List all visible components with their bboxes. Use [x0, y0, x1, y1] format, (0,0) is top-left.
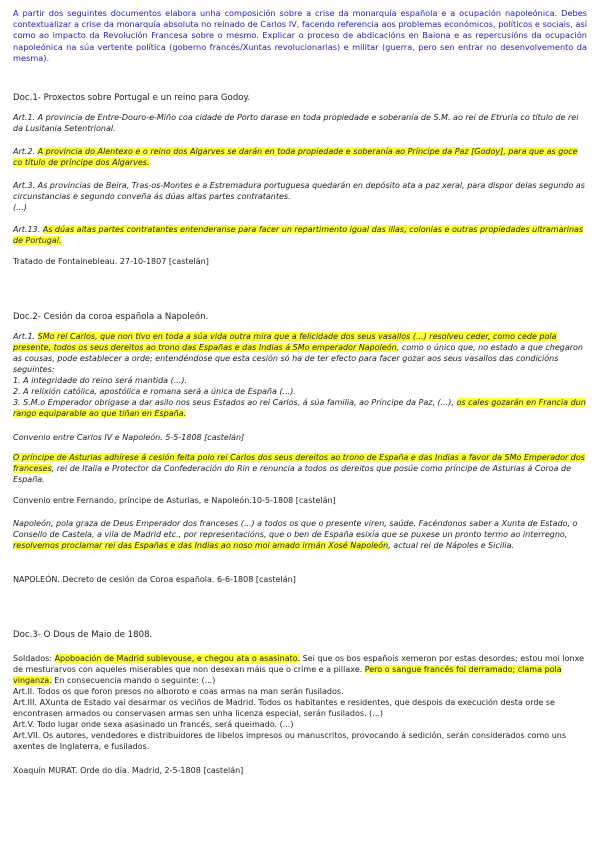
doc3-highlight-1: Apoboación de Madrid sublevouse, e chegou ata o asasinato. [54, 654, 301, 663]
doc2-art1-highlight: SMo rei Carlos, que non tivo en toda a súa vida outra mira que a felicidade dos seus vasallos (...) resolveu ceder, como cede pola presente, todos os seus dereitos ao trono das Españas e das Indias á SMo emperador Napoleón [13, 332, 557, 352]
doc1-source: Tratado de Fontainebleau. 27-10-1807 [castelán] [13, 257, 209, 266]
doc1-art2-highlight: A provincia do Alentexo e o reino dos Algarves se darán en toda propiedade e soberanía ao Príncipe da Paz [Godoy], para que as goce co título de príncipe dos Algarves. [13, 147, 578, 167]
doc3-soldiers: Soldados: [13, 654, 53, 663]
doc2-art1 [13, 331, 587, 375]
doc3-art7: Art.VII. Os autores, vendedores e distribuidores de libelos impresos ou manuscritos, provocando á sedición, serán considerados como uns axentes de Inglaterra, e fusilados. [13, 731, 567, 751]
doc1-art2 [13, 146, 587, 168]
doc1-art13-highlight: As dúas altas partes contratantes entenderanse para facer un repartimento igual das illas, colonias e outras propiedades ultramarinas de Portugal. [13, 225, 584, 245]
doc3-art5: Art.V. Todo lugar onde sexa asasinado un francés, será queimado. (...) [13, 720, 294, 729]
doc3-text-2: En consecuencia mando o seguinte: (...) [54, 676, 216, 685]
doc1-heading: Doc.1- Proxectos sobre Portugal e un reino para Godoy. [13, 93, 251, 103]
doc1-art13-label: Art.13. [13, 225, 41, 234]
doc2-condition-3 [13, 397, 587, 419]
doc2-condition-1: 1. A integridade do reino será mantida (...). [13, 376, 187, 385]
doc2-condition-3-text: 3. S.M.o Emperador obrígase a dar asilo nos seus Estados ao rei Carlos, á súa familia, ao Príncipe da Paz, (...), [13, 398, 454, 407]
doc3-proclamation [13, 653, 587, 686]
doc1-ellipsis: (...) [13, 203, 27, 212]
doc2-paragraph-2-highlight: O príncipe de Asturias adhírese á cesión feita polo rei Carlos dos seus dereitos ao trono de España e das Indias a favor da SMo Emperador dos franceses [13, 453, 585, 473]
doc3-source: Xoaquín MURAT. Orde do día. Madrid, 2-5-1808 [castelán] [13, 766, 244, 775]
doc2-source-3: NAPOLEÓN. Decreto de cesión da Coroa española. 6-6-1808 [castelán] [13, 575, 296, 584]
doc3-text-1: Sei que os bos españois xemeron por estas desordes; estou moi lonxe de mesturarvos con aqueles miserables que non desexan máis que o crime e a pillaxe. [13, 654, 585, 674]
doc1-art2-label: Art.2. [13, 147, 36, 156]
doc2-source-2: Convenio entre Fernando, príncipe de Asturias, e Napoleón.10-5-1808 [castelán] [13, 496, 336, 505]
doc2-condition-3-highlight: os cales gozarán en Francia dun rango equiparable ao que tiñan en España. [13, 398, 586, 418]
doc1-art13 [13, 224, 587, 246]
doc3-heading: Doc.3- O Dous de Maio de 1808. [13, 630, 153, 640]
doc2-paragraph-2 [13, 452, 587, 485]
doc2-art1-rest: , como o único que, no estado a que chegaron as cousas, pode establecer a orde; entendéndose que esta cesión só ha de ter efecto para facer gozar aos seus vasallos das condicións seguintes: [13, 343, 583, 374]
doc2-paragraph-3-highlight: resolvemos proclamar rei das Españas e das Indias ao noso moi amado irmán Xosé Napoleón [13, 541, 389, 550]
doc2-paragraph-3-a: Napoleón, pola graza de Deus Emperador dos franceses (...) a todos os que o presente viren, saúde. Facéndonos saber a Xunta de Estado, o Consello de Castela, a vila de Madrid etc., por representacións, que o ben de España esixía que se puxese un pronto termo ao interregno, [13, 519, 578, 539]
doc3-highlight-2: Pero o sangue francés foi derramado; clama pola vinganza. [13, 665, 562, 685]
doc3-art2: Art.II. Todos os que foron presos no alboroto e coas armas na man serán fusilados. [13, 687, 344, 696]
doc1-art3: Art.3. As provincias de Beira, Tras-os-Montes e a Estremadura portuguesa quedarán en depósito ata a paz xeral, para dispor delas segundo as circunstancias e segundo conveña ás dúas altas partes contratantes. [13, 181, 585, 201]
doc2-paragraph-2-rest: , rei de Italia e Protector da Confederación do Rin e renuncia a todos os dereitos que posúe como príncipe de Asturias á Coroa de España. [13, 464, 571, 484]
doc2-condition-2: 2. A relixión católica, apostólica e romana será a única de España (...). [13, 387, 296, 396]
doc2-paragraph-3 [13, 518, 587, 551]
doc2-source-1: Convenio entre Carlos IV e Napoleón. 5-5-1808 [castelán] [13, 433, 245, 442]
doc3-art3: Art.III. AXunta de Estado vai desarmar os veciños de Madrid. Todos os habitantes e residentes, que despois da execución desta orde se encontrasen armados ou conservasen armas sen unha licenza especial, serán fusilados. (...) [13, 698, 555, 718]
doc1-art1: Art.1. A provincia de Entre-Douro-e-Miño coa cidade de Porto darase en toda propiedade e soberanía de S.M. ao rei de Etruria co título de rei da Lusitania Setentrional. [13, 113, 579, 133]
intro-paragraph: A partir dos seguintes documentos elabora unha composición sobre a crise da monarquía española e a ocupación napoleónica. Debes contextualizar a crise da monarquía absoluta no reinado de Carlos IV, facendo referencia aos problemas económicos, políticos e sociais, así como ao impacto da Revolución Francesa sobre o mesmo. Explicar o proceso de abdicacións en Baiona e as repercusións da ocupación napoleónica na súa vertente política (goberno francés/Xuntas revolucionarias) e militar (guerra, pero sen entrar no desenvolvemento da mesma). [13, 8, 587, 63]
doc2-heading: Doc.2- Cesión da coroa española a Napoleón. [13, 312, 209, 322]
doc2-paragraph-3-b: , actual rei de Nápoles e Sicilia. [388, 541, 514, 550]
doc2-art1-label: Art.1. [13, 332, 36, 341]
